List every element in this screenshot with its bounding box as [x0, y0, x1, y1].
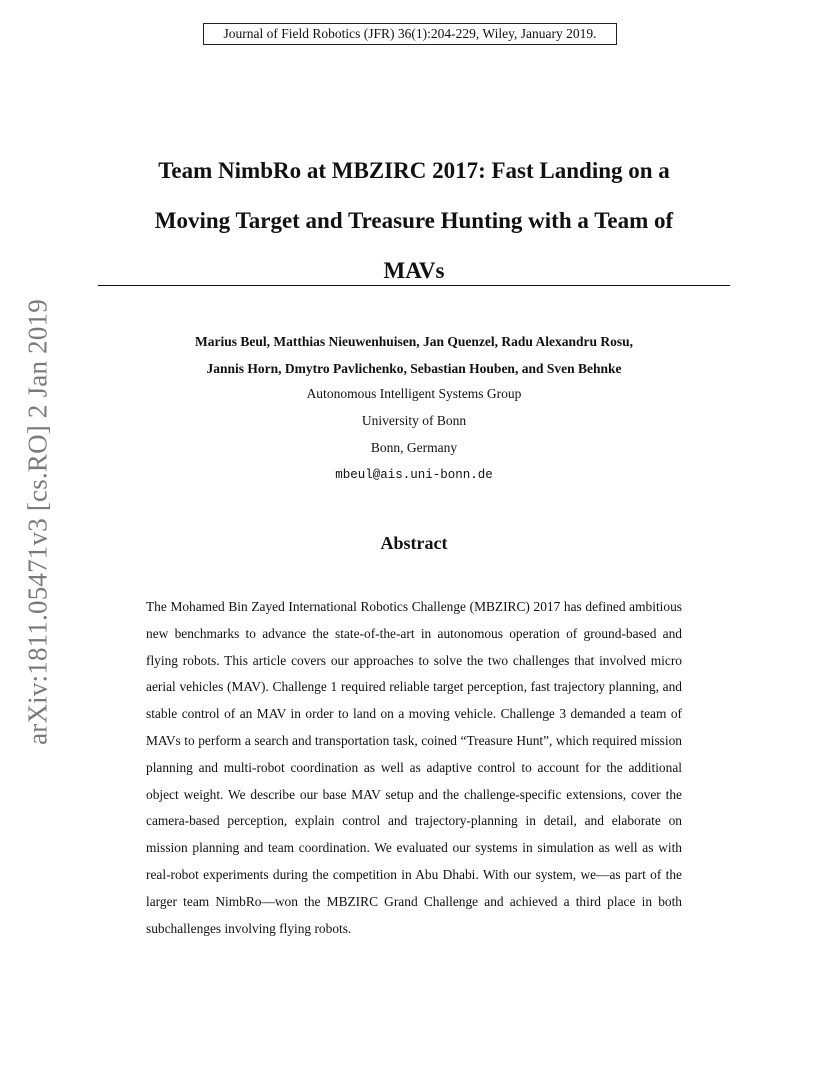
affiliation-location: Bonn, Germany [370, 440, 458, 455]
title-line-1: Team NimbRo at MBZIRC 2017: Fast Landing on a [158, 158, 670, 183]
affiliation-university: University of Bonn [361, 413, 467, 428]
authors-line-2: Jannis Horn, Dmytro Pavlichenko, Sebastian Houben, and Sven Behnke [206, 361, 622, 376]
arxiv-identifier: arXiv:1811.05471v3 [cs.RO] 2 Jan 2019 [22, 299, 53, 745]
author-email: mbeul@ais.uni-bonn.de [335, 468, 493, 482]
abstract-heading: Abstract [380, 533, 448, 553]
authors-line-1: Marius Beul, Matthias Nieuwenhuisen, Jan Quenzel, Radu Alexandru Rosu, [194, 334, 634, 349]
title-line-3: MAVs [383, 258, 445, 283]
title-line-2: Moving Target and Treasure Hunting with a Team of [154, 208, 674, 233]
paper-title [98, 146, 730, 296]
title-divider [98, 285, 730, 286]
journal-reference: Journal of Field Robotics (JFR) 36(1):204-229, Wiley, January 2019. [203, 23, 617, 45]
affiliation-group: Autonomous Intelligent Systems Group [306, 386, 522, 401]
abstract-text: The Mohamed Bin Zayed International Robotics Challenge (MBZIRC) 2017 has defined ambitious new benchmarks to advance the state-of-the-art in autonomous operation of ground-based and flying robots. This article covers our approaches to solve the two challenges that involved micro aerial vehicles (MAV). Challenge 1 required reliable target perception, fast trajectory planning, and stable control of an MAV in order to land on a moving vehicle. Challenge 3 demanded a team of MAVs to perform a search and transportation task, coined “Treasure Hunt”, which required mission planning and multi-robot coordination as well as adaptive control to account for the additional object weight. We describe our base MAV setup and the challenge-specific extensions, cover the camera-based perception, explain control and trajectory-planning in detail, and elaborate on mission planning and team coordination. We evaluated our systems in simulation as well as with real-robot experiments during the competition in Abu Dhabi. With our system, we—as part of the larger team NimbRo—won the MBZIRC Grand Challenge and achieved a third place in both subchallenges involving flying robots. [146, 599, 682, 936]
author-list [98, 328, 730, 382]
